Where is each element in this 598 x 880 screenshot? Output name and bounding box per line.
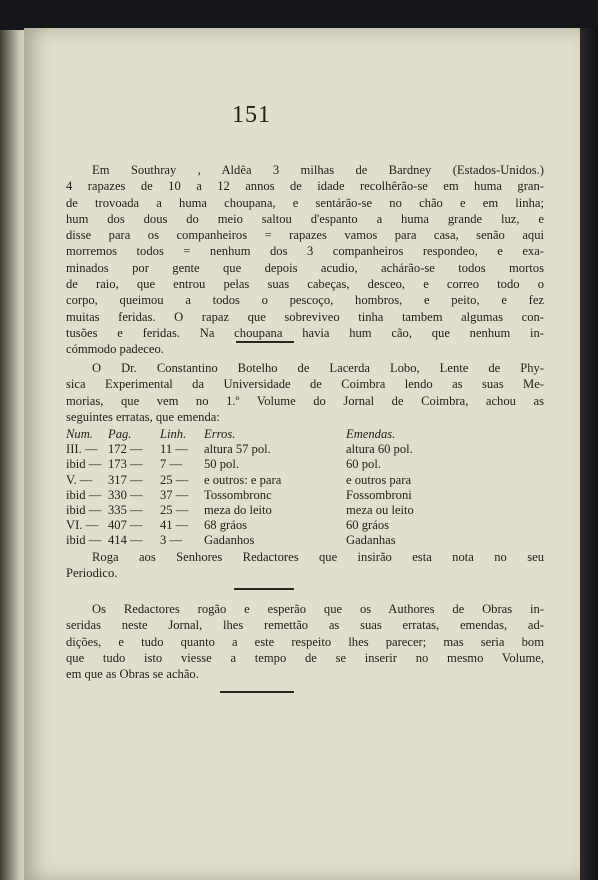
text-line: que tudo isto viesse a tempo de se inserir no mesmo Volume, bbox=[66, 650, 544, 665]
cell-linh: 7 — bbox=[160, 457, 183, 472]
text-line: em que as Obras se achão. bbox=[66, 667, 199, 682]
header-num: Num. bbox=[66, 427, 93, 441]
errata-table bbox=[66, 427, 544, 549]
errata-row bbox=[66, 442, 544, 457]
text-line: Periodico. bbox=[66, 566, 118, 581]
errata-row bbox=[66, 457, 544, 472]
cell-linh: 3 — bbox=[160, 533, 183, 548]
cell-erros: e outros: e para bbox=[204, 472, 282, 487]
cell-num: VI. — bbox=[66, 518, 99, 533]
cell-pag: 173 — bbox=[108, 457, 143, 472]
cell-num: ibid — bbox=[66, 502, 102, 517]
cell-emendas: Fossombroni bbox=[346, 487, 412, 502]
header-emendas: Emendas. bbox=[346, 427, 396, 441]
paragraph-redactores bbox=[66, 601, 544, 682]
text-line: tusões e feridas. Na choupana havia hum cão, que nenhum in- bbox=[66, 325, 544, 340]
cell-num: V. — bbox=[66, 472, 93, 487]
cell-num: ibid — bbox=[66, 457, 102, 472]
text-line: Em Southray , Aldêa 3 milhas de Bardney (Estados-Unidos.) bbox=[92, 163, 544, 177]
section-divider bbox=[236, 341, 294, 343]
cell-erros: Gadanhos bbox=[204, 533, 255, 548]
cell-emendas: Gadanhas bbox=[346, 533, 396, 548]
cell-emendas: altura 60 pol. bbox=[346, 442, 413, 457]
text-line: morias, que vem no 1.º Volume do Jornal de Coimbra, achou as bbox=[66, 393, 544, 408]
cell-pag: 172 — bbox=[108, 442, 143, 457]
text-line: de trovoada a huma choupana, e sentárão-se no chão e em linha; bbox=[66, 195, 544, 210]
cell-pag: 407 — bbox=[108, 518, 143, 533]
text-line: O Dr. Constantino Botelho de Lacerda Lobo, Lente de Phy- bbox=[92, 361, 544, 375]
paragraph-roga bbox=[66, 549, 544, 582]
text-line: Roga aos Senhores Redactores que insirão esta nota no seu bbox=[92, 550, 544, 564]
cell-erros: altura 57 pol. bbox=[204, 442, 271, 457]
cell-linh: 41 — bbox=[160, 518, 189, 533]
cell-pag: 330 — bbox=[108, 487, 143, 502]
errata-row bbox=[66, 473, 544, 488]
text-line: de raio, que entrou pelas suas cabeças, desceo, e correo todo o bbox=[66, 277, 544, 292]
header-pag: Pag. bbox=[108, 427, 132, 441]
background-edge bbox=[580, 28, 598, 880]
section-divider bbox=[234, 588, 294, 590]
text-line: seguintes erratas, que emenda: bbox=[66, 409, 220, 424]
cell-pag: 414 — bbox=[108, 533, 143, 548]
end-divider bbox=[220, 691, 294, 693]
cell-num: ibid — bbox=[66, 533, 102, 548]
errata-row bbox=[66, 503, 544, 518]
header-linh: Linh. bbox=[160, 427, 187, 441]
cell-erros: 68 gráos bbox=[204, 518, 248, 533]
text-line: 4 rapazes de 10 a 12 annos de idade recolhêrão-se em huma gran- bbox=[66, 179, 544, 194]
text-line: sica Experimental da Universidade de Coimbra lendo as suas Me- bbox=[66, 377, 544, 392]
cell-pag: 335 — bbox=[108, 502, 143, 517]
cell-linh: 11 — bbox=[160, 442, 188, 457]
text-line: disse para os companheiros = rapazes vamos para casa, senão aqui bbox=[66, 228, 544, 243]
cell-erros: meza do leito bbox=[204, 502, 272, 517]
errata-header-row bbox=[66, 427, 544, 442]
cell-pag: 317 — bbox=[108, 472, 143, 487]
page-number: 151 bbox=[232, 102, 271, 128]
errata-row bbox=[66, 488, 544, 503]
text-line: dições, e tudo quanto a este respeito lhes parecer; mas seria bom bbox=[66, 634, 544, 649]
cell-linh: 37 — bbox=[160, 487, 189, 502]
cell-num: III. — bbox=[66, 442, 98, 457]
text-line: morremos todos = nenhum dos 3 companheiros respondeo, e exa- bbox=[66, 244, 544, 259]
errata-row bbox=[66, 533, 544, 548]
cell-emendas: 60 pol. bbox=[346, 457, 381, 472]
book-spine-shadow bbox=[0, 30, 24, 880]
text-line: Os Redactores rogão e esperão que os Authores de Obras in- bbox=[92, 602, 544, 616]
errata-row bbox=[66, 518, 544, 533]
text-line: seridas neste Jornal, lhes remettão as suas erratas, emendas, ad- bbox=[66, 618, 544, 633]
paragraph-southray bbox=[66, 162, 544, 358]
book-page bbox=[24, 28, 580, 880]
cell-linh: 25 — bbox=[160, 502, 189, 517]
text-line: muitas feridas. O rapaz que sobreviveo tinha tambem algumas con- bbox=[66, 309, 544, 324]
text-line: cómmodo padeceo. bbox=[66, 342, 164, 357]
text-line: minados por gente que depois acudio, achárão-se todos mortos bbox=[66, 260, 544, 275]
cell-linh: 25 — bbox=[160, 472, 189, 487]
paragraph-lacerda-lobo bbox=[66, 360, 544, 425]
cell-emendas: meza ou leito bbox=[346, 502, 414, 517]
cell-emendas: e outros para bbox=[346, 472, 412, 487]
cell-erros: 50 pol. bbox=[204, 457, 239, 472]
text-line: corpo, queimou a todos o pescoço, hombros, e peito, e fez bbox=[66, 293, 544, 308]
header-erros: Erros. bbox=[204, 427, 236, 441]
cell-num: ibid — bbox=[66, 487, 102, 502]
text-line: hum dos dous do meio saltou d'espanto a huma grande luz, e bbox=[66, 211, 544, 226]
cell-erros: Tossombronc bbox=[204, 487, 272, 502]
cell-emendas: 60 gráos bbox=[346, 518, 390, 533]
